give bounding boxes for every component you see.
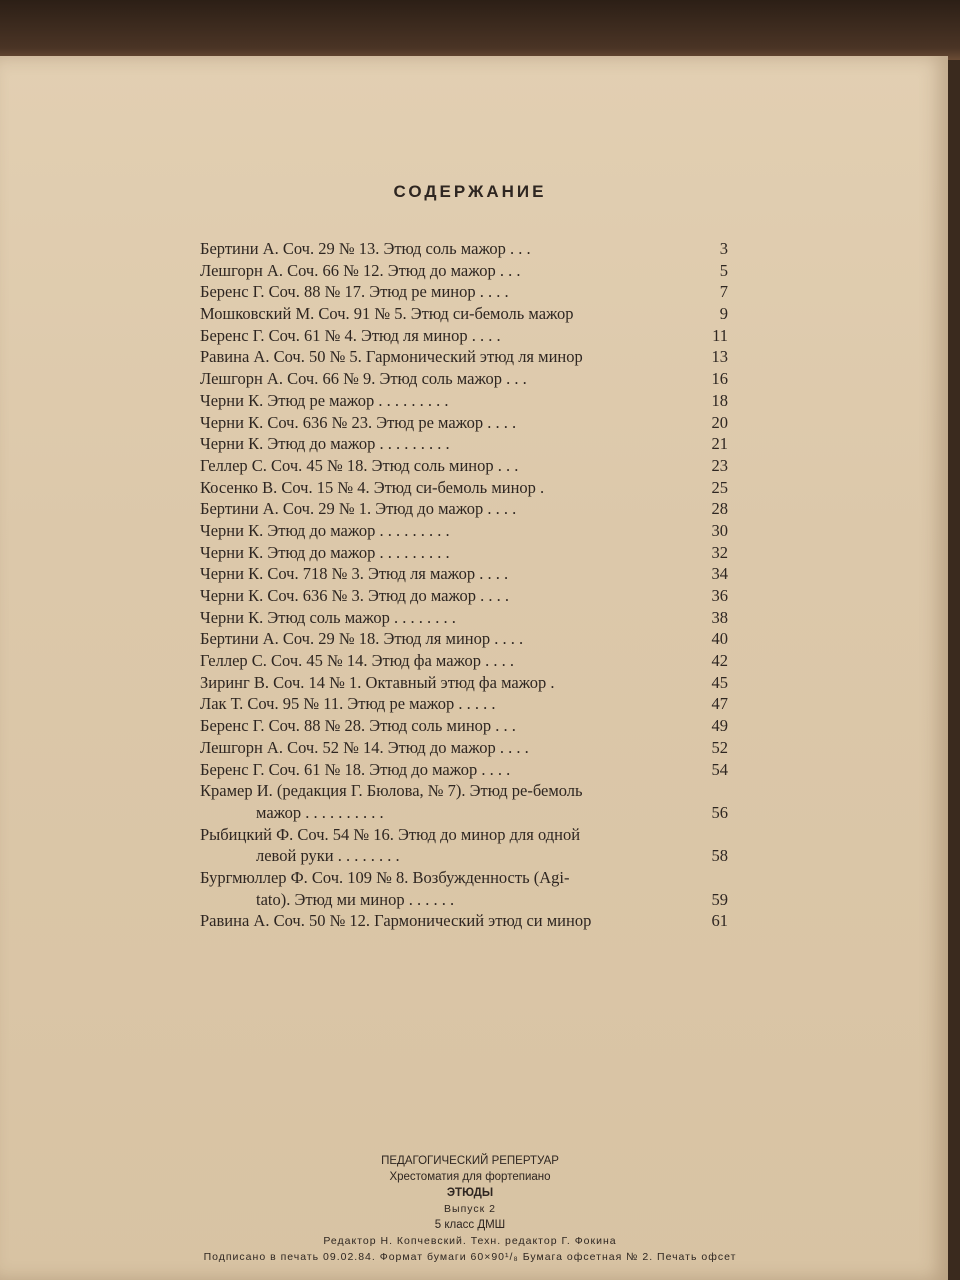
toc-entry-title: Черни К. Соч. 636 № 23. Этюд ре мажор . . . . [200, 412, 517, 432]
toc-entry [200, 303, 740, 325]
toc-entry-page: 25 [711, 477, 728, 497]
toc-entry-title: Бертини А. Соч. 29 № 1. Этюд до мажор . . . . [200, 499, 517, 519]
toc-entry-page: 38 [711, 607, 728, 627]
toc-entry-page: 32 [711, 542, 728, 562]
toc-entry-title: Крамер И. (редакция Г. Бюлова, № 7). Этюд ре-бемоль [200, 781, 583, 801]
toc-entry-page: 59 [711, 889, 728, 909]
toc-entry-title: Рыбицкий Ф. Соч. 54 № 16. Этюд до минор для одной [200, 824, 581, 844]
toc-entry-title-continued: tato). Этюд ми минор . . . . . . [256, 889, 455, 909]
toc-entry-title: Лешгорн А. Соч. 52 № 14. Этюд до мажор . . . . [200, 737, 529, 757]
toc-entry [200, 628, 740, 650]
toc-entry-title: Черни К. Соч. 636 № 3. Этюд до мажор . . . . [200, 586, 509, 605]
toc-entry [200, 780, 740, 823]
book-subtitle: Хрестоматия для фортепиано [389, 1171, 551, 1183]
toc-entry-page: 11 [712, 325, 728, 345]
toc-entry [200, 585, 740, 607]
toc-entry-title: Беренс Г. Соч. 61 № 18. Этюд до мажор . . . . [200, 759, 511, 779]
toc-entry-page: 20 [711, 412, 728, 432]
toc-entry-title: Беренс Г. Соч. 88 № 17. Этюд ре минор . . . . [200, 282, 509, 302]
toc-entry-title: Черни К. Соч. 718 № 3. Этюд ля мажор . . . . [200, 564, 509, 584]
toc-entry-title-continued: левой руки . . . . . . . . [256, 846, 400, 866]
toc-entry [200, 650, 740, 672]
toc-entry-page: 45 [711, 672, 728, 692]
toc-entry-page: 28 [711, 499, 728, 519]
toc-entry-title: Беренс Г. Соч. 61 № 4. Этюд ля минор . . . . [200, 325, 501, 345]
editors-line: Редактор Н. Копчевский. Техн. редактор Г. Фокина [323, 1235, 617, 1247]
toc-entry-title: Равина А. Соч. 50 № 5. Гармонический этюд ля минор [200, 347, 583, 367]
toc-entry-title: Лешгорн А. Соч. 66 № 9. Этюд соль мажор . . . [200, 369, 527, 389]
toc-entry-title: Черни К. Этюд до мажор . . . . . . . . . [200, 434, 450, 454]
toc-entry [200, 260, 740, 282]
toc-entry [200, 325, 740, 347]
toc-entry-page: 13 [711, 347, 728, 367]
toc-entry-title: Геллер С. Соч. 45 № 14. Этюд фа мажор . . . . [200, 651, 515, 671]
toc-entry [200, 238, 740, 260]
toc-entry [200, 737, 740, 759]
toc-entry-page: 61 [711, 911, 728, 931]
toc-entry-page: 34 [711, 564, 728, 584]
toc-entry [200, 563, 740, 585]
grade-level: 5 класс ДМШ [434, 1219, 506, 1231]
toc-entry-page: 47 [711, 694, 728, 714]
toc-entry-page: 16 [711, 369, 728, 389]
toc-entry-page: 18 [711, 390, 728, 410]
toc-entry [200, 607, 740, 629]
book-title: ЭТЮДЫ [446, 1187, 494, 1199]
page-title: СОДЕРЖАНИЕ [393, 182, 547, 201]
toc-entry-title: Равина А. Соч. 50 № 12. Гармонический этюд си минор [200, 911, 592, 931]
toc-entry-title: Черни К. Этюд ре мажор . . . . . . . . . [200, 390, 449, 410]
toc-entry-title: Бургмюллер Ф. Соч. 109 № 8. Возбужденность (Agi- [200, 867, 570, 887]
toc-entry-title: Геллер С. Соч. 45 № 18. Этюд соль минор . . . [200, 455, 519, 475]
toc-entry [200, 433, 740, 455]
table-of-contents [200, 238, 740, 932]
toc-entry [200, 824, 740, 867]
toc-entry-page: 36 [711, 586, 728, 605]
toc-entry-title: Зиринг В. Соч. 14 № 1. Октавный этюд фа мажор . [200, 672, 555, 692]
toc-entry [200, 412, 740, 434]
toc-entry-page: 7 [719, 282, 728, 302]
toc-entry-title: Черни К. Этюд соль мажор . . . . . . . . [200, 607, 456, 627]
toc-entry-title: Бертини А. Соч. 29 № 18. Этюд ля минор . . . . [200, 629, 524, 649]
toc-entry-page: 30 [711, 520, 728, 540]
toc-entry [200, 455, 740, 477]
toc-entry [200, 346, 740, 368]
toc-entry [200, 693, 740, 715]
toc-entry [200, 368, 740, 390]
toc-entry-title-continued: мажор . . . . . . . . . . [256, 802, 384, 822]
background-edge [0, 0, 960, 60]
toc-entry-page: 58 [711, 846, 728, 866]
toc-entry-page: 54 [711, 759, 728, 779]
toc-entry-page: 3 [719, 239, 728, 258]
toc-entry [200, 542, 740, 564]
toc-entry-title: Лешгорн А. Соч. 66 № 12. Этюд до мажор . . . [200, 260, 521, 280]
toc-entry-title: Косенко В. Соч. 15 № 4. Этюд си-бемоль минор . [200, 477, 545, 497]
toc-entry [200, 477, 740, 499]
toc-entry [200, 390, 740, 412]
toc-entry [200, 520, 740, 542]
toc-entry-page: 49 [711, 716, 728, 736]
toc-entry-title: Лак Т. Соч. 95 № 11. Этюд ре мажор . . . . . [200, 694, 496, 714]
imprint-line: Подписано в печать 09.02.84. Формат бумаги 60×90¹/₈ Бумага офсетная № 2. Печать офсет [203, 1251, 737, 1263]
toc-entry-page: 52 [711, 737, 728, 757]
issue-number: Выпуск 2 [444, 1203, 496, 1215]
toc-entry [200, 715, 740, 737]
toc-entry [200, 867, 740, 910]
toc-entry [200, 498, 740, 520]
toc-entry-page: 9 [719, 304, 728, 324]
toc-entry [200, 672, 740, 694]
series-name: ПЕДАГОГИЧЕСКИЙ РЕПЕРТУАР [381, 1155, 559, 1167]
toc-entry-title: Черни К. Этюд до мажор . . . . . . . . . [200, 542, 450, 562]
toc-entry-page: 42 [711, 651, 728, 671]
toc-entry-title: Мошковский М. Соч. 91 № 5. Этюд си-бемоль мажор [200, 304, 574, 324]
toc-entry-title: Бертини А. Соч. 29 № 13. Этюд соль мажор . . . [200, 239, 531, 258]
toc-entry-page: 5 [719, 260, 728, 280]
toc-entry-page: 23 [711, 455, 728, 475]
toc-entry-page: 21 [711, 434, 728, 454]
toc-entry [200, 281, 740, 303]
toc-entry [200, 759, 740, 781]
toc-entry [200, 910, 740, 932]
toc-entry-title: Беренс Г. Соч. 88 № 28. Этюд соль минор . . . [200, 716, 516, 736]
toc-entry-page: 56 [711, 802, 728, 822]
toc-entry-page: 40 [711, 629, 728, 649]
imprint-footer [150, 1153, 790, 1265]
toc-entry-title: Черни К. Этюд до мажор . . . . . . . . . [200, 520, 450, 540]
